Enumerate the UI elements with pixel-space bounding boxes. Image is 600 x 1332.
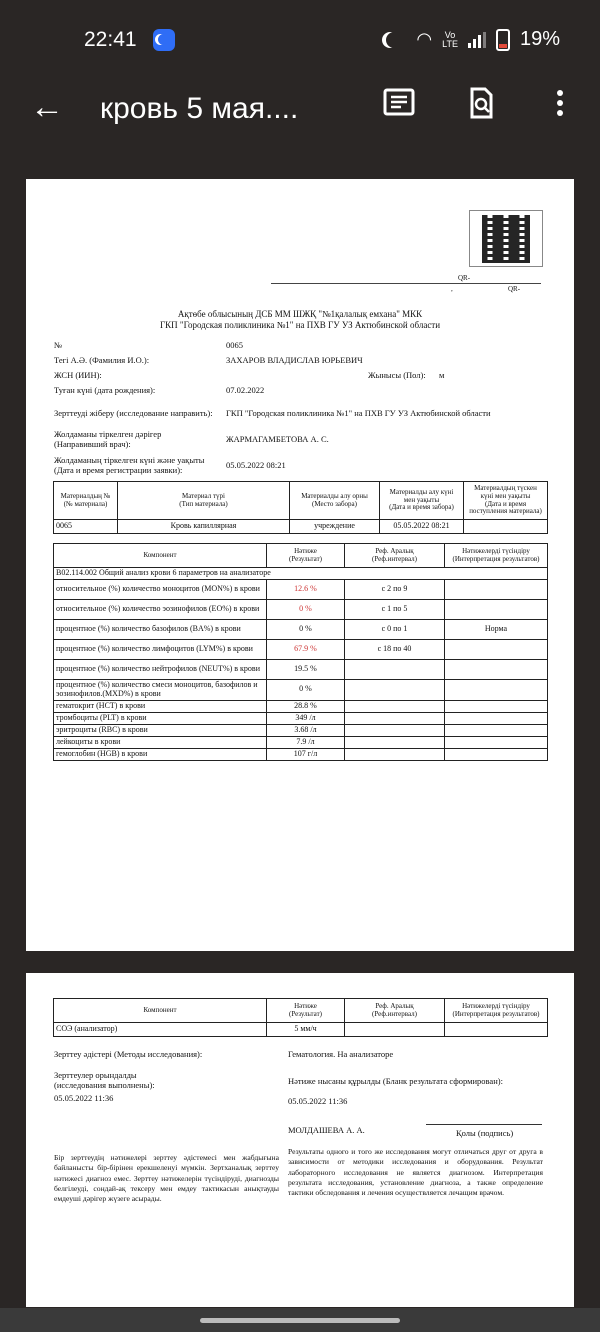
divider [271,283,541,284]
gesture-handle[interactable] [200,1318,400,1323]
result-value: 107 г/л [267,748,345,760]
signer-name: МОЛДАШЕВА А. А. [288,1125,365,1135]
result-value: 12.6 % [267,580,345,600]
results-group-title: B02.114.002 Общий анализ крови 6 параметров на анализаторе [54,568,548,580]
material-header: Материалдың № (№ материала) [54,482,118,520]
table-row [54,620,548,640]
result-interpretation [445,736,548,748]
sex-label: Жынысы (Пол): [368,370,426,380]
table-row [54,580,548,600]
methods-label: Зерттеу әдістері (Методы исследования): [54,1049,203,1059]
material-cell [464,520,548,534]
back-arrow-icon[interactable]: ← [30,88,64,126]
material-cell: 0065 [54,520,118,534]
result-value: 0 % [267,620,345,640]
result-value: 3.68 /л [267,724,345,736]
qr-label: QR- [458,274,471,282]
results-header: Нәтижелерді түсіндіру (Интерпретация результатов) [445,999,548,1023]
result-name: лейкоциты в крови [54,736,267,748]
patient-name: ЗАХАРОВ ВЛАДИСЛАВ ЮРЬЕВИЧ [226,355,363,365]
num-value: 0065 [226,340,243,350]
result-value: 28.8 % [267,700,345,712]
material-header: Материалды алу күні мен уақыты (Дата и время забора) [380,482,464,520]
result-value: 67.9 % [267,640,345,660]
material-header: Материалдың түскен күні мен уақыты (Дата и время поступления материала) [464,482,548,520]
doctor-label: Жолдаманы тіркелген дәрігер [54,429,162,439]
result-name: процентное (%) количество базофилов (BA%) в крови [54,620,267,640]
org-name-kz: Ақтөбе облысының ДСБ ММ ШЖҚ "№1қалалық емхана" МКК [177,309,423,319]
volte-icon: Vo LTE [442,29,458,49]
result-value: 5 мм/ч [267,1023,345,1037]
result-value: 0 % [267,680,345,701]
material-header: Материал түрі (Тип материала) [118,482,290,520]
battery-percent: 19% [519,28,560,50]
done-label: (исследования выполнены): [54,1080,155,1090]
result-value: 349 /л [267,712,345,724]
result-ref [345,680,445,701]
result-name: процентное (%) количество смеси моноцитов, базофилов и эозинофилов.(MXD%) в крови [54,680,267,701]
table-row [54,736,548,748]
methods-value: Гематология. На анализаторе [288,1049,394,1059]
done-label: Зерттеулер орындалды [54,1070,137,1080]
qr-code [469,210,543,267]
result-name: тромбоциты (PLT) в крови [54,712,267,724]
result-interpretation [445,640,548,660]
formed-value: 05.05.2022 11:36 [288,1096,348,1106]
iin-label: ЖСН (ИИН): [54,370,102,380]
table-row [54,712,548,724]
status-bar [0,0,600,78]
results-header: Компонент [54,544,267,568]
result-ref: с 18 по 40 [345,640,445,660]
org-name-ru: ГКП "Городская поликлиника №1" на ПХВ ГУ УЗ Актюбинской области [159,320,441,330]
dob-value: 07.02.2022 [226,385,265,395]
document-title: кровь 5 мая.... [100,92,299,125]
result-ref: с 0 по 1 [345,620,445,640]
disclaimer-ru: Результаты одного и того же исследования могут отличаться друг от друга в зависимости от методики исследования и оборудования. Результат лабораторного исследования не является диагнозом. Интерпретация результата исследования, установление диагноза, а также определение тактики обследования и лечения осуществляется лечащим врачом. [288,1147,543,1197]
result-ref [345,736,445,748]
result-interpretation [445,600,548,620]
material-cell: учреждение [290,520,380,534]
table-row [54,660,548,680]
search-document-icon[interactable] [464,86,498,127]
result-value: 0 % [267,600,345,620]
status-icons [386,28,560,51]
table-row [54,680,548,701]
result-interpretation [445,680,548,701]
document-page-2 [26,973,574,1307]
table-row [54,748,548,760]
result-name: процентное (%) количество нейтрофилов (NEUT%) в крови [54,660,267,680]
referral-label: Зерттеуді жіберу (исследование направить): [54,408,213,418]
result-name: СОЭ (анализатор) [54,1023,267,1037]
result-interpretation [445,660,548,680]
table-row [54,600,548,620]
result-name: процентное (%) количество лимфоцитов (LYM%) в крови [54,640,267,660]
result-name: относительное (%) количество эозинофилов (EO%) в крови [54,600,267,620]
table-row [54,640,548,660]
do-not-disturb-icon [386,32,402,48]
signature-label: Қолы (подпись) [456,1128,514,1138]
referral-value: ГКП "Городская поликлиника №1" на ПХВ ГУ УЗ Актюбинской области [226,408,491,418]
result-interpretation [445,1023,548,1037]
qr-label: QR- [508,285,521,293]
status-time: 22:41 [84,28,137,51]
table-row [54,700,548,712]
battery-icon [496,29,510,51]
results-header: Нәтиже (Результат) [267,999,345,1023]
results-table-continued [53,998,548,1037]
notes-icon[interactable] [382,86,416,127]
result-interpretation: Норма [445,620,548,640]
result-ref [345,748,445,760]
result-ref [345,1023,445,1037]
results-header: Нәтиже (Результат) [267,544,345,568]
results-header: Компонент [54,999,267,1023]
result-interpretation [445,712,548,724]
result-ref [345,712,445,724]
more-vert-icon[interactable] [550,86,570,127]
signal-icon [468,32,486,48]
num-label: № [54,340,63,350]
result-interpretation [445,580,548,600]
qr-label: , [451,285,453,293]
doctor-value: ЖАРМАГАМБЕТОВА А. С. [226,434,329,444]
result-interpretation [445,700,548,712]
result-ref: с 2 по 9 [345,580,445,600]
material-cell: Кровь капиллярная [118,520,290,534]
result-ref [345,700,445,712]
name-label: Тегі А.Ә. (Фамилия И.О.): [54,355,150,365]
result-name: относительное (%) количество моноцитов (MON%) в крови [54,580,267,600]
material-cell: 05.05.2022 08:21 [380,520,464,534]
registration-label: Жолдаманың тіркелген күні және уақыты [54,455,205,465]
table-row [54,724,548,736]
results-header: Нәтижелерді түсіндіру (Интерпретация результатов) [445,544,548,568]
result-value: 7.9 /л [267,736,345,748]
document-page-1 [26,179,574,951]
signature-line [426,1124,542,1125]
disclaimer-kz: Бір зерттеудің нәтижелері зерттеу әдістемесі мен жабдығына байланысты бір-бірінен ерекшеленуі мүмкін. Зертханалық зерттеу нәтижесі диагноз емес. Зерттеу нәтижелерін түсіндіруді, диагнозды белгілеуді, сондай-ақ тексеру мен емдеу тактикасын анықтауды емдеуші дәрігер жүзеге асырады. [54,1153,279,1203]
dob-label: Туған күні (дата рождения): [54,385,156,395]
result-interpretation [445,724,548,736]
result-ref [345,724,445,736]
result-ref: с 1 по 5 [345,600,445,620]
app-bar [0,78,600,154]
app-notification-icon [153,29,175,51]
results-header: Реф. Аралық (Реф.интервал) [345,544,445,568]
result-interpretation [445,748,548,760]
result-value: 19.5 % [267,660,345,680]
result-name: эритроциты (RBC) в крови [54,724,267,736]
sex-value: м [439,370,445,380]
material-header: Материалды алу орны (Место забора) [290,482,380,520]
results-header: Реф. Аралық (Реф.интервал) [345,999,445,1023]
registration-label: (Дата и время регистрации заявки): [54,465,183,475]
registration-value: 05.05.2022 08:21 [226,460,286,470]
result-ref [345,660,445,680]
result-name: гематокрит (HCT) в крови [54,700,267,712]
done-value: 05.05.2022 11:36 [54,1093,114,1103]
doctor-label: (Направивший врач): [54,439,131,449]
material-table [53,481,548,534]
results-table [53,543,548,761]
wifi-icon: ◠ [416,29,433,49]
result-name: гемоглобин (HGB) в крови [54,748,267,760]
formed-label: Нәтиже нысаны құрылды (Бланк результата сформирован): [288,1076,503,1086]
